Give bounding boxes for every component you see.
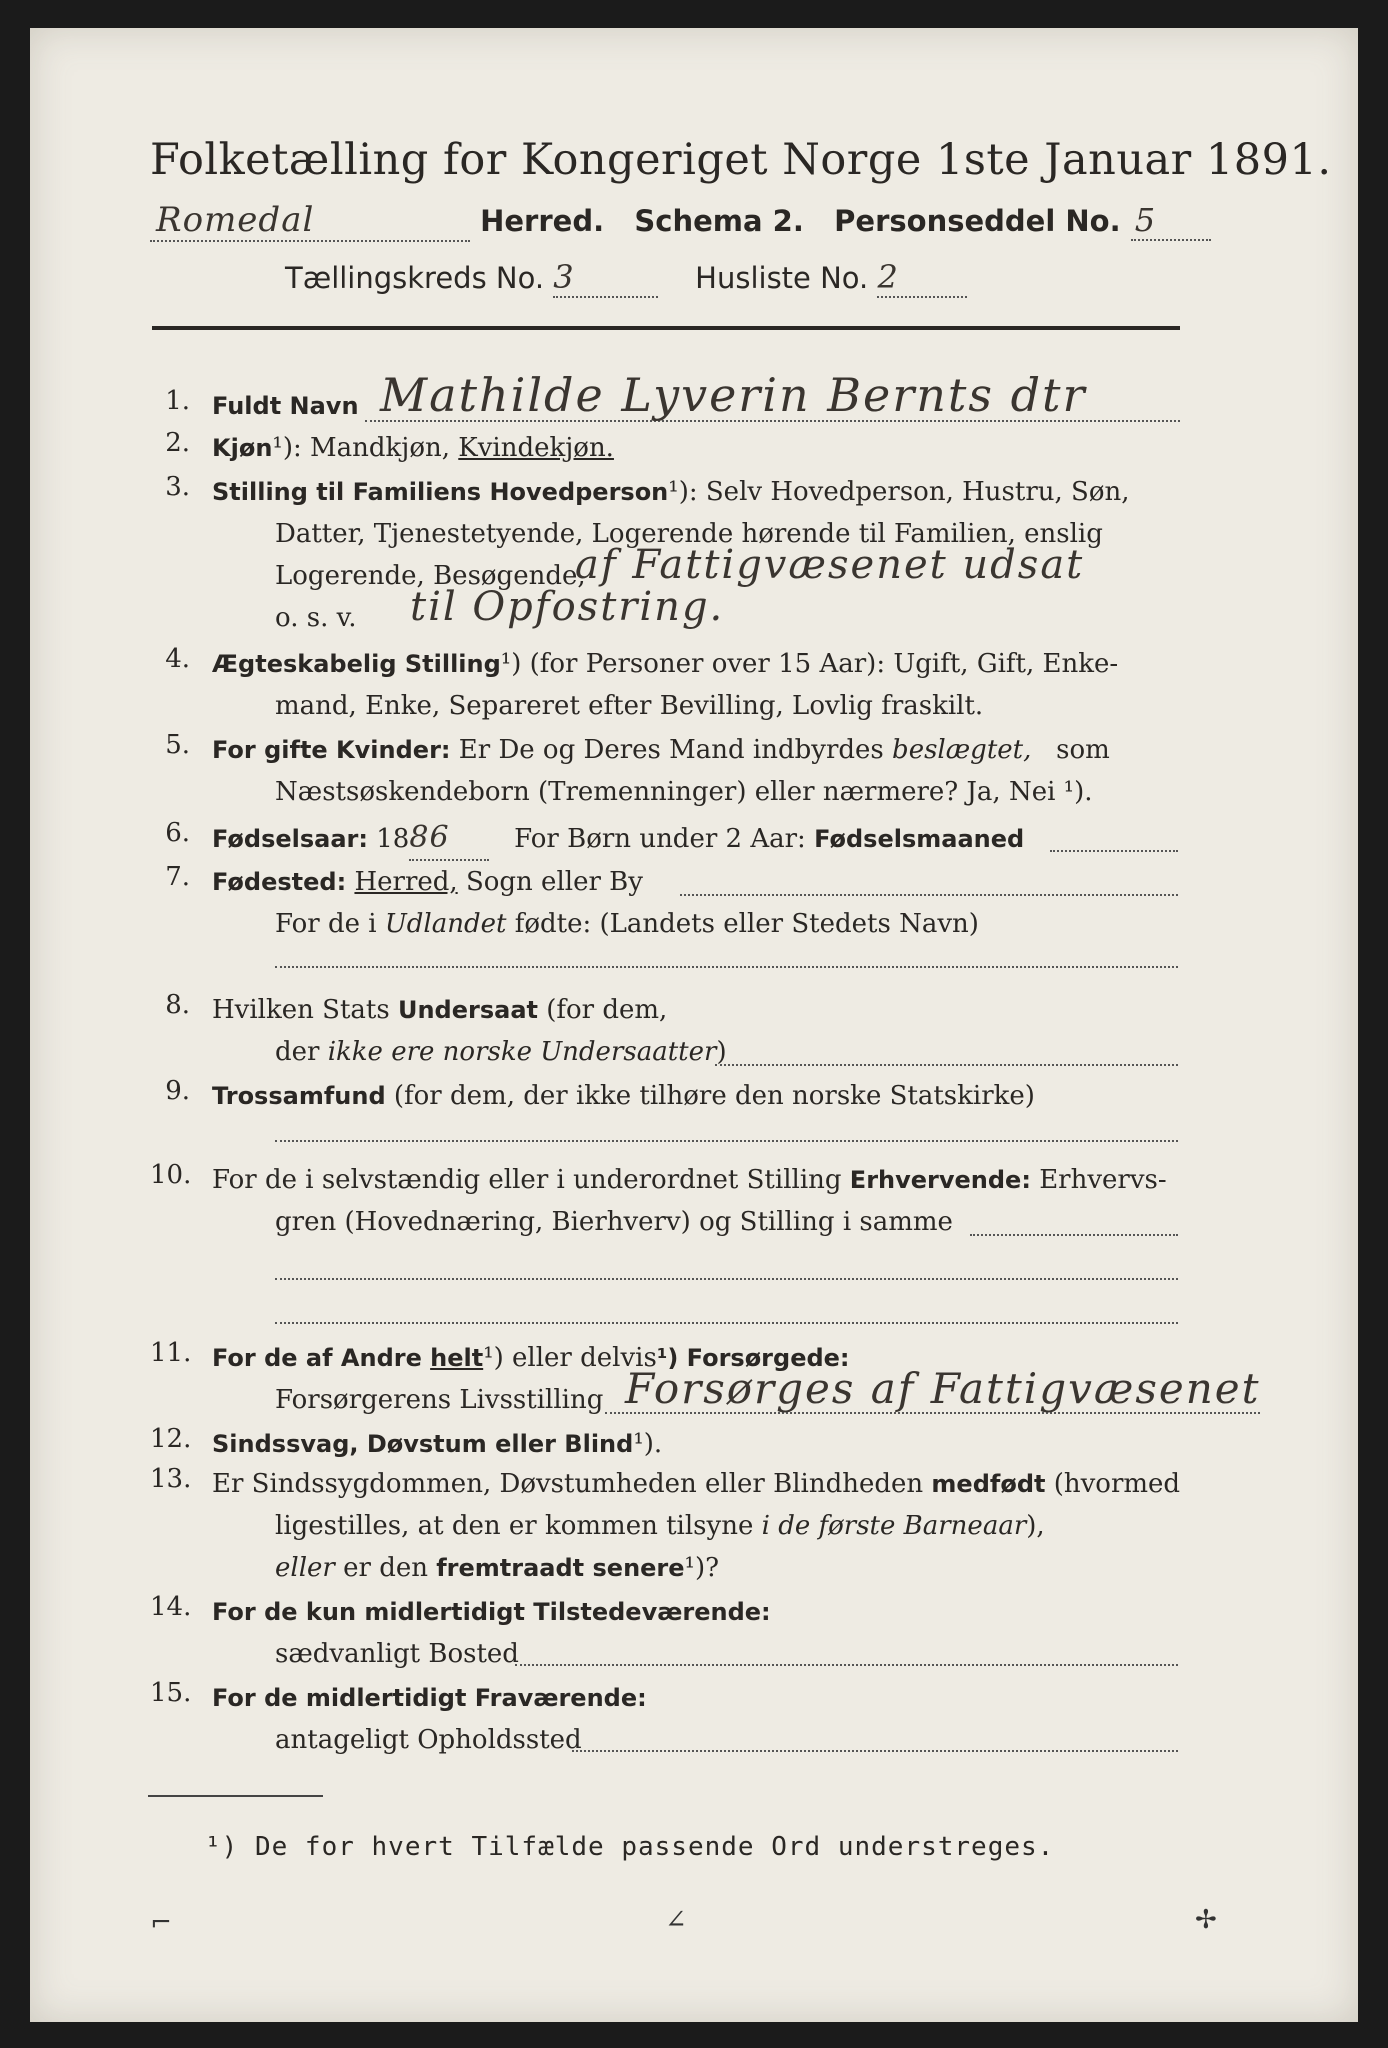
item-2-kvindekjon: Kvindekjøn. [458,433,614,463]
item-15-label: For de midlertidigt Fraværende: [212,1684,647,1712]
item-2-label: Kjøn [212,434,273,462]
item-10-line-2: gren (Hovednæring, Bierhverv) og Stilling i samme [275,1207,953,1237]
header-line-kreds [285,258,967,296]
item-6-maaned: Fødselsmaaned [814,825,1025,853]
item-10-number: 10. [150,1160,192,1190]
item-8-c: (for dem, [546,995,668,1025]
footnote: ¹) De for hvert Tilfælde passende Ord understreges. [205,1832,1055,1862]
item-1-row [212,386,359,426]
item-7-line [680,894,1178,896]
item-11-c: ¹) Forsørgede: [656,1344,850,1372]
item-15-line [572,1750,1178,1752]
item-14-number: 14. [150,1592,192,1622]
personseddel-field [1131,201,1211,241]
item-15-line-1 [212,1678,647,1718]
item-12-label: Sindssvag, Døvstum eller Blind [212,1430,634,1458]
item-7-number: 7. [165,862,190,892]
item-6-year-prefix: 18 [376,824,410,854]
item-4-line-1 [212,644,1118,684]
item-12-row [212,1424,662,1464]
item-13-line-3 [275,1548,719,1588]
item-10-c: Erhvervs- [1039,1165,1167,1195]
form-title: Folketælling for Kongeriget Norge 1ste Januar 1891. [150,135,1332,185]
item-13-number: 13. [150,1464,192,1494]
item-3-line-1 [212,472,1130,512]
item-8-paren: ) [716,1037,727,1067]
husliste-label: Husliste No. [695,261,869,295]
item-3-line-2: Datter, Tjenestetyende, Logerende hørende til Familien, enslig [275,519,1103,549]
item-13-line-1 [212,1464,1180,1504]
item-2-row [212,428,614,468]
item-13-l2i: i de første Barneaar [761,1511,1027,1541]
item-3-line1-rest: ¹): Selv Hovedperson, Hustru, Søn, [668,477,1130,507]
husliste-field [877,258,967,298]
item-13-line-2 [275,1506,1045,1546]
item-15-line-2: antageligt Opholdssted [275,1725,582,1755]
header-line-herred [150,200,1211,240]
item-9-rest: (for dem, der ikke tilhøre den norske Statskirke) [393,1081,1035,1111]
item-6-year-field [409,818,489,861]
item-7-line2-b: fødte: (Landets eller Stedets Navn) [514,909,979,939]
item-1-number: 1. [165,386,190,416]
item-7-line2-a: For de i [275,909,377,939]
tellingskreds-field [553,258,658,298]
item-3-number: 3. [165,472,190,502]
item-10-erhvervende: Erhvervende: [849,1166,1031,1194]
item-8-a: Hvilken Stats [212,995,390,1025]
item-13-c: (hvormed [1053,1469,1181,1499]
item-11-a: For de af Andre [212,1344,422,1372]
item-9-blank-line [275,1140,1178,1142]
item-3-line-3: Logerende, Besøgende, [275,561,586,591]
tellingskreds-label: Tællingskreds No. [285,261,545,295]
item-13-medfodt: medfødt [931,1470,1046,1498]
item-11-sup: ¹) [483,1343,504,1373]
item-6-for-born: For Børn under 2 Aar: [514,824,806,854]
herred-value: Romedal [156,200,315,240]
item-13-eller: eller [275,1553,335,1583]
item-13-fremtraadt: fremtraadt senere [436,1554,685,1582]
item-8-line-1 [212,990,667,1030]
item-14-line [515,1664,1178,1666]
item-7-label: Fødested: [212,868,347,896]
item-5-beslaegtet: beslægtet, [892,735,1032,765]
tellingskreds-value: 3 [553,258,575,296]
item-4-line1-rest: ¹) (for Personer over 15 Aar): Ugift, Gift, Enke- [500,649,1119,679]
item-1-name-value: Mathilde Lyverin Bernts dtr [380,368,1087,422]
item-11-line-2: Forsørgerens Livsstilling [275,1385,604,1415]
item-5-line-1 [212,730,1110,770]
item-4-line-2: mand, Enke, Separeret efter Bevilling, Lovlig fraskilt. [275,691,984,721]
item-10-line [970,1234,1178,1236]
item-13-l2a: ligestilles, at den er kommen tilsyne [275,1511,754,1541]
herred-field [150,200,470,242]
item-5-line-2: Næstsøskendeborn (Tremenninger) eller nærmere? Ja, Nei ¹). [275,777,1093,807]
item-9-label: Trossamfund [212,1082,386,1110]
item-14-line-2: sædvanligt Bosted [275,1639,519,1669]
personseddel-label: Personseddel No. [834,204,1121,238]
item-7-blank-line [275,966,1178,968]
footnote-rule [148,1795,323,1797]
margin-mark-left: ⌐ [150,1908,172,1938]
item-5-number: 5. [165,730,190,760]
item-6-year-value: 86 [409,820,450,855]
item-6-number: 6. [165,818,190,848]
item-13-l3c: ¹)? [684,1553,720,1583]
item-10-blank-line-2 [275,1322,1178,1324]
item-14-line-1 [212,1592,771,1632]
item-9-number: 9. [165,1076,190,1106]
personseddel-value: 5 [1134,201,1157,239]
item-11-hand: Forsørges af Fattigvæsenet [625,1364,1261,1413]
herred-label: Herred. [480,204,605,238]
margin-mark-center: ∠ [665,1905,687,1935]
item-12-rest: ¹). [633,1429,663,1459]
item-3-line-4: o. s. v. [275,603,357,633]
item-7-line-1 [212,862,643,902]
margin-mark-right: ✢ [1195,1905,1217,1935]
item-8-undersaat: Undersaat [397,996,538,1024]
item-8-number: 8. [165,990,190,1020]
item-8-der: der [275,1037,320,1067]
header-rule [152,326,1180,330]
item-10-line-1 [212,1160,1167,1200]
item-2-note: ¹): Mandkjøn, [272,433,450,463]
item-8-ikke: ikke ere norske Undersaatter [327,1037,717,1067]
item-3-hand-2: til Opfostring. [410,584,725,630]
item-8-line [715,1064,1178,1066]
item-5-line1-rest: Er De og Deres Mand indbyrdes [458,735,884,765]
item-13-l3a: er den [343,1553,428,1583]
item-5-label: For gifte Kvinder: [212,736,451,764]
item-2-number: 2. [165,428,190,458]
item-6-label: Fødselsaar: [212,825,368,853]
item-9-line-1 [212,1076,1035,1116]
item-4-number: 4. [165,644,190,674]
item-8-line-2 [275,1032,727,1072]
item-10-blank-line-1 [275,1278,1178,1280]
item-7-line-2 [275,904,979,944]
schema-label: Schema 2. [634,204,804,238]
item-10-a: For de i selvstændig eller i underordnet Stilling [212,1165,842,1195]
item-13-l2b: ), [1026,1511,1045,1541]
item-11-helt: helt [430,1344,484,1372]
item-14-label: For de kun midlertidigt Tilstedeværende: [212,1598,771,1626]
item-6-row [212,818,1024,861]
item-3-hand-1: af Fattigvæsenet udsat [575,542,1085,588]
item-15-number: 15. [150,1678,192,1708]
item-1-label: Fuldt Navn [212,392,359,420]
item-4-label: Ægteskabelig Stilling [212,650,501,678]
item-7-herred: Herred, [354,867,458,897]
item-13-a: Er Sindssygdommen, Døvstumheden eller Blindheden [212,1469,924,1499]
item-7-udlandet: Udlandet [384,909,507,939]
item-7-rest: Sogn eller By [465,867,643,897]
item-3-label: Stilling til Familiens Hovedperson [212,478,669,506]
item-6-line [1050,850,1178,852]
item-5-som: som [1056,735,1110,765]
item-11-b: eller delvis [512,1343,657,1373]
item-11-number: 11. [150,1338,192,1368]
husliste-value: 2 [877,258,899,296]
item-12-number: 12. [150,1424,192,1454]
